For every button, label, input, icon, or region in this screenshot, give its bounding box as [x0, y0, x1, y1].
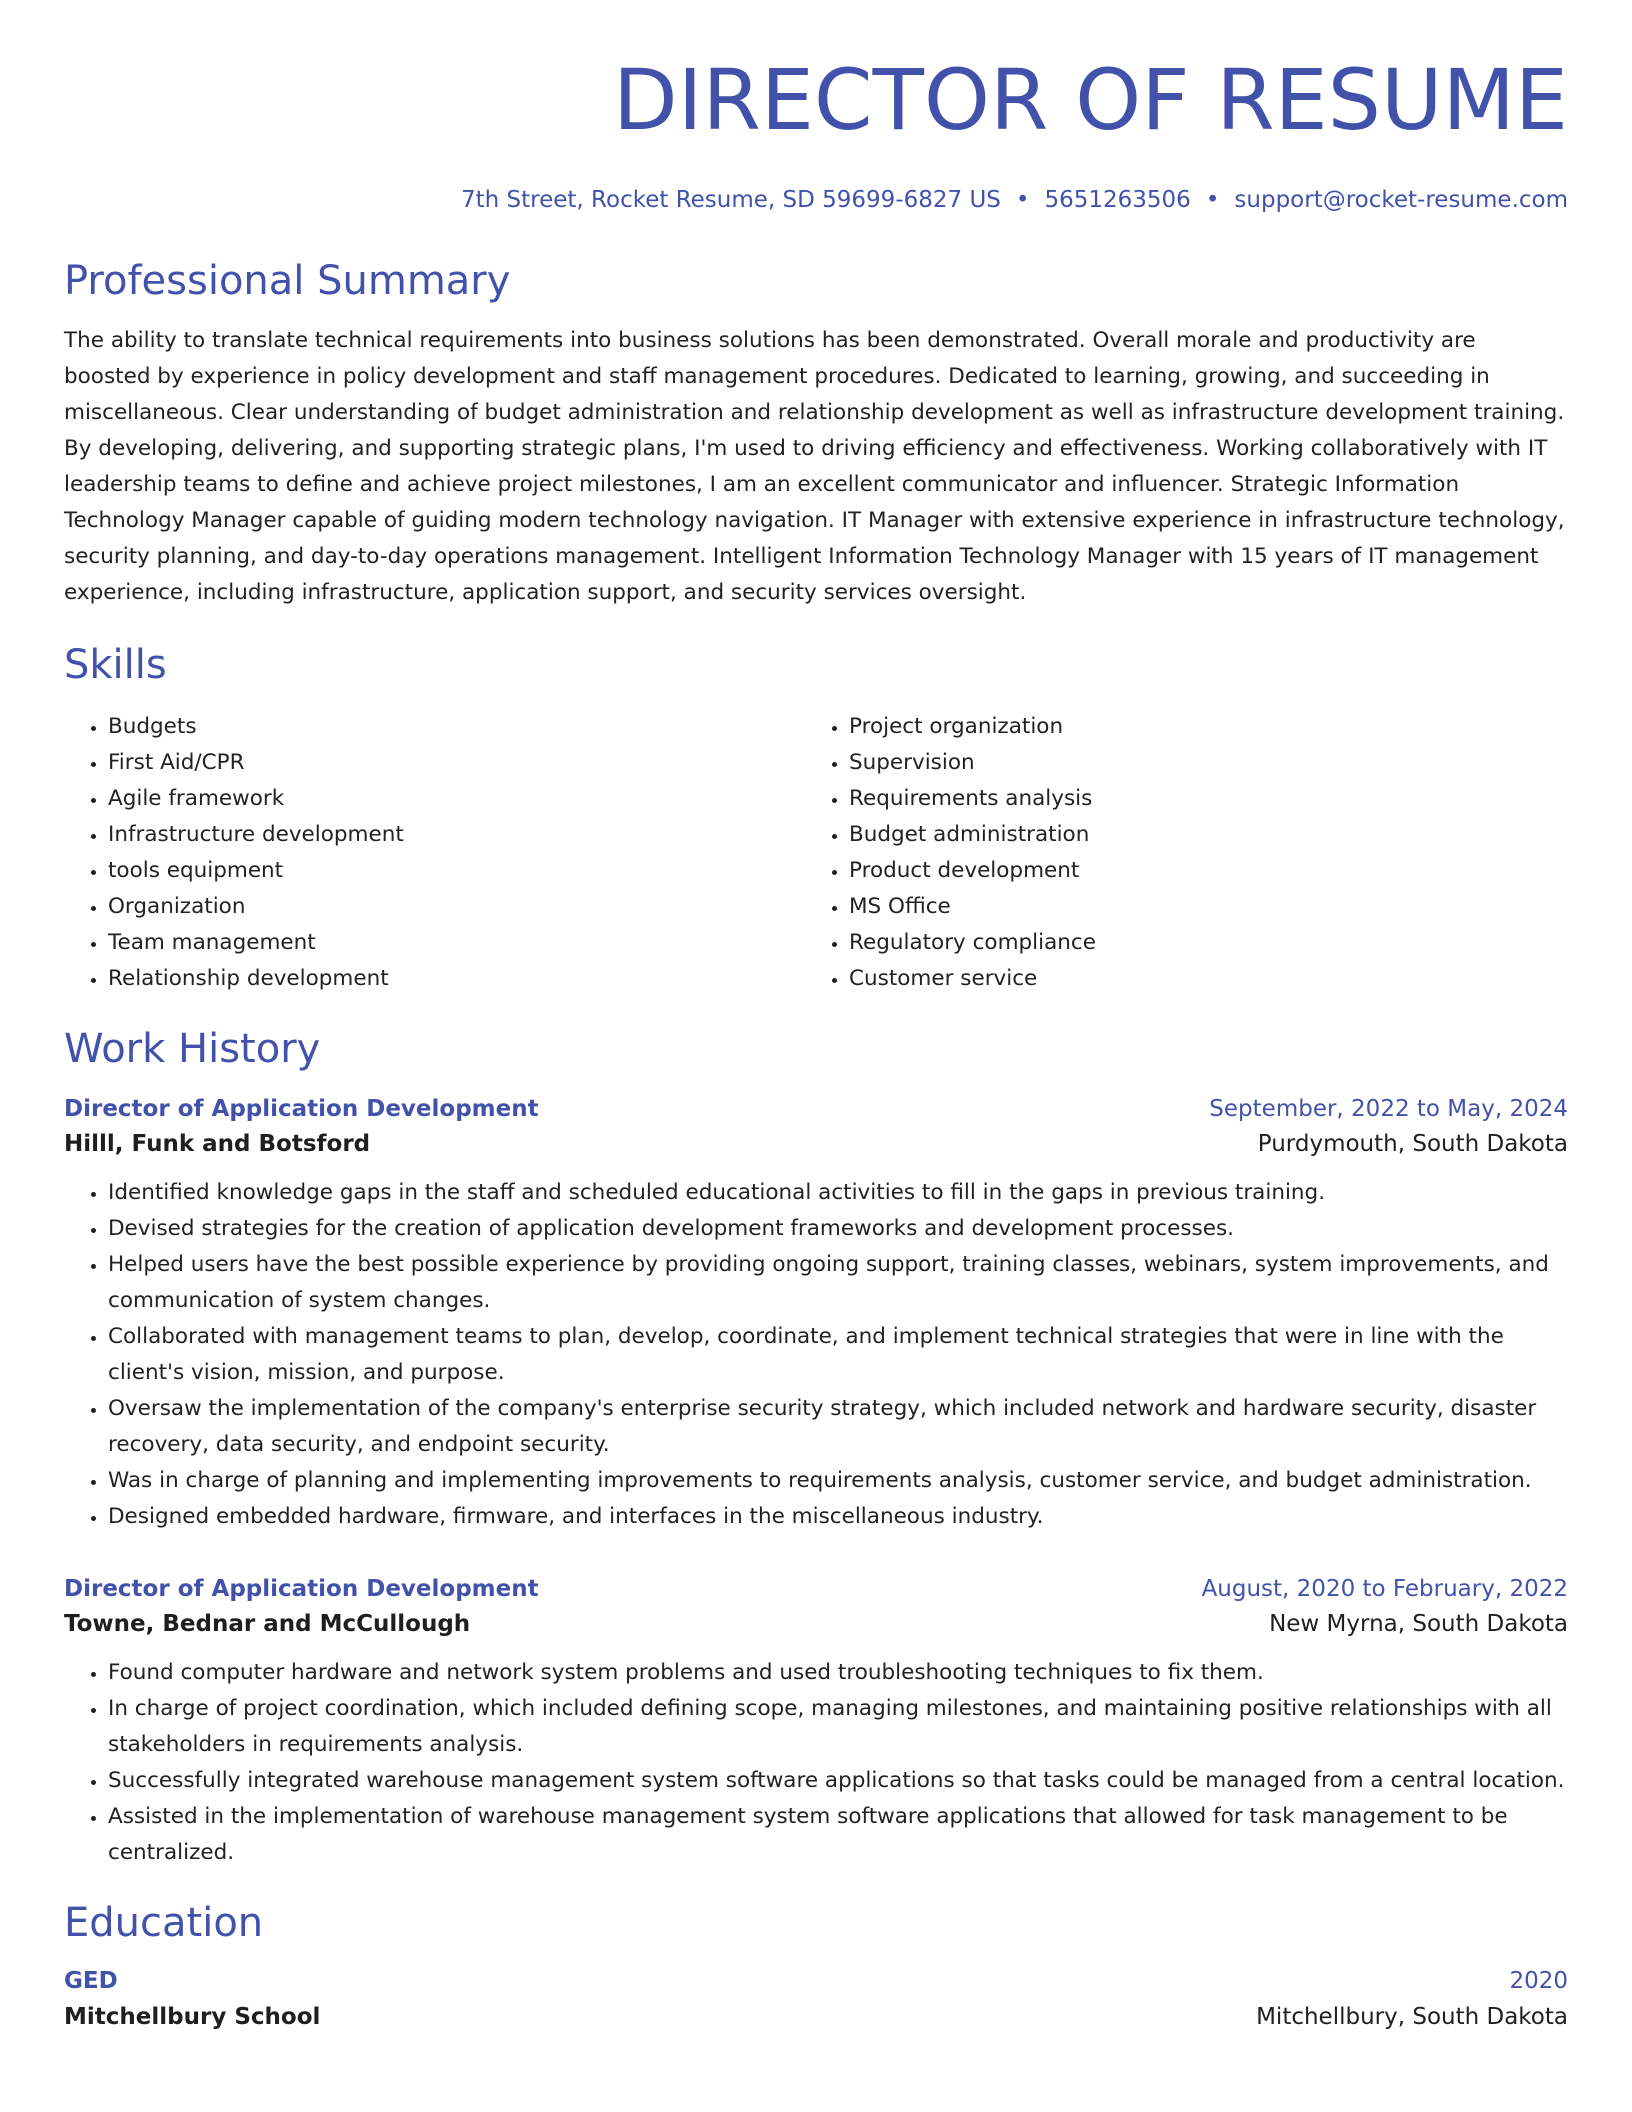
job-entry — [64, 1093, 1568, 1535]
skill-item: • Relationship development — [108, 961, 805, 997]
job-bullet: • Helped users have the best possible experience by providing ongoing support, training classes, webinars, system improvements, and communication of system changes. — [108, 1247, 1568, 1319]
job-bullet: • Found computer hardware and network system problems and used troubleshooting techniques to fix them. — [108, 1655, 1568, 1691]
contact-separator: • — [1015, 187, 1030, 213]
job-company: Towne, Bednar and McCullough — [64, 1611, 471, 1637]
skill-item: • Agile framework — [108, 781, 805, 817]
job-bullet: • Successfully integrated warehouse management system software applications so that tasks could be managed from a central location. — [108, 1763, 1568, 1799]
summary-heading: Professional Summary — [64, 258, 511, 304]
job-bullet: • In charge of project coordination, which included defining scope, managing milestones, and maintaining positive relationships with all stakeholders in requirements analysis. — [108, 1691, 1568, 1763]
contact-phone: 5651263506 — [1044, 187, 1191, 213]
skills-list-left — [64, 709, 805, 997]
skills-list-right — [805, 709, 1568, 997]
skill-item: • Supervision — [849, 745, 1568, 781]
skill-item: • Regulatory compliance — [849, 925, 1568, 961]
education-school: Mitchellbury School — [64, 2004, 321, 2030]
job-title-row — [64, 1573, 1568, 1605]
skill-item: • Organization — [108, 889, 805, 925]
contact-address: 7th Street, Rocket Resume, SD 59699-6827 US — [461, 187, 1001, 213]
job-dates: August, 2020 to February, 2022 — [1201, 1576, 1568, 1602]
job-bullet: • Oversaw the implementation of the company's enterprise security strategy, which included network and hardware security, disaster recovery, data security, and endpoint security. — [108, 1391, 1568, 1463]
education-year: 2020 — [1509, 1968, 1568, 1994]
education-location: Mitchellbury, South Dakota — [1256, 2004, 1568, 2030]
job-entry — [64, 1573, 1568, 1871]
education-entry — [64, 1965, 1568, 2037]
contact-line — [64, 185, 1568, 215]
skill-item: • Requirements analysis — [849, 781, 1568, 817]
education-degree-row — [64, 1965, 1568, 1997]
education-heading: Education — [64, 1900, 264, 1946]
job-bullet: • Was in charge of planning and implementing improvements to requirements analysis, customer service, and budget administration. — [108, 1463, 1568, 1499]
skill-item: • Infrastructure development — [108, 817, 805, 853]
contact-email[interactable]: support@rocket-resume.com — [1234, 187, 1568, 213]
summary-text: The ability to translate technical requirements into business solutions has been demonstrated. Overall morale and productivity are boosted by experience in policy development and staff management procedures. Dedicated to learning, growing, and succeeding in miscellaneous. Clear understanding of budget administration and relationship development as well as infrastructure development training. By developing, delivering, and supporting strategic plans, I'm used to driving efficiency and effectiveness. Working collaboratively with IT leadership teams to define and achieve project milestones, I am an excellent communicator and influencer. Strategic Information Technology Manager capable of guiding modern technology navigation. IT Manager with extensive experience in infrastructure technology, security planning, and day-to-day operations management. Intelligent Information Technology Manager with 15 years of IT management experience, including infrastructure, application support, and security services oversight. — [64, 328, 1565, 605]
job-bullet: • Devised strategies for the creation of application development frameworks and development processes. — [108, 1211, 1568, 1247]
job-bullet: • Collaborated with management teams to plan, develop, coordinate, and implement technical strategies that were in line with the client's vision, mission, and purpose. — [108, 1319, 1568, 1391]
skill-item: • Budget administration — [849, 817, 1568, 853]
resume-name: DIRECTOR OF RESUME — [613, 51, 1568, 149]
job-bullet: • Designed embedded hardware, firmware, and interfaces in the miscellaneous industry. — [108, 1499, 1568, 1535]
skill-item: • Product development — [849, 853, 1568, 889]
work-history-heading: Work History — [64, 1026, 321, 1072]
job-location: New Myrna, South Dakota — [1269, 1611, 1568, 1637]
job-dates: September, 2022 to May, 2024 — [1209, 1096, 1568, 1122]
skills-grid — [64, 709, 1568, 997]
job-title-row — [64, 1093, 1568, 1125]
skill-item: • Budgets — [108, 709, 805, 745]
job-company-row — [64, 1605, 1568, 1643]
contact-separator: • — [1205, 187, 1220, 213]
job-title: Director of Application Development — [64, 1096, 539, 1122]
job-bullets — [64, 1175, 1568, 1535]
job-company-row — [64, 1125, 1568, 1163]
skill-item: • Customer service — [849, 961, 1568, 997]
skills-heading: Skills — [64, 642, 167, 688]
job-location: Purdymouth, South Dakota — [1257, 1131, 1568, 1157]
skill-item: • Project organization — [849, 709, 1568, 745]
skill-item: • First Aid/CPR — [108, 745, 805, 781]
job-bullet: • Identified knowledge gaps in the staff and scheduled educational activities to fill in the gaps in previous training. — [108, 1175, 1568, 1211]
resume-header — [64, 50, 1568, 215]
education-school-row — [64, 1997, 1568, 2037]
skill-item: • Team management — [108, 925, 805, 961]
skill-item: • MS Office — [849, 889, 1568, 925]
job-title: Director of Application Development — [64, 1576, 539, 1602]
job-bullet: • Assisted in the implementation of warehouse management system software applications that allowed for task management to be centralized. — [108, 1799, 1568, 1871]
job-bullets — [64, 1655, 1568, 1871]
skill-item: • tools equipment — [108, 853, 805, 889]
job-company: Hilll, Funk and Botsford — [64, 1131, 371, 1157]
education-degree: GED — [64, 1968, 118, 1994]
